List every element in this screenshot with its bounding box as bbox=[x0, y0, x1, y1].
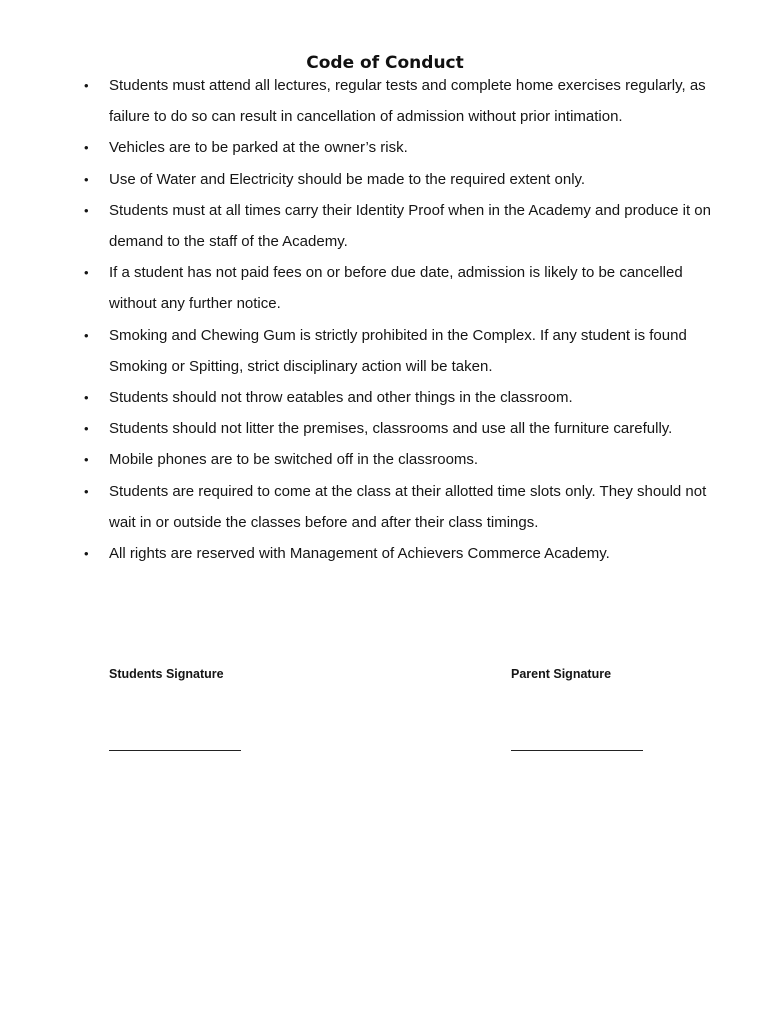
rule-item bbox=[80, 538, 720, 569]
document-title: Code of Conduct bbox=[306, 53, 464, 73]
bullet-icon: • bbox=[84, 202, 89, 218]
rule-item bbox=[80, 444, 720, 475]
rule-item bbox=[80, 413, 720, 444]
bullet-icon: • bbox=[84, 546, 89, 562]
bullet-icon: • bbox=[84, 452, 89, 468]
rule-text: Vehicles are to be parked at the owner’s risk. bbox=[109, 139, 408, 157]
parent-signature-label: Parent Signature bbox=[511, 667, 612, 681]
rule-item bbox=[80, 195, 720, 257]
rule-item bbox=[80, 476, 720, 538]
bullet-icon: • bbox=[84, 140, 89, 156]
students-signature-label: Students Signature bbox=[109, 667, 224, 681]
rule-text: Mobile phones are to be switched off in the classrooms. bbox=[109, 451, 479, 469]
bullet-icon: • bbox=[84, 421, 89, 437]
rule-item bbox=[80, 132, 720, 163]
bullet-icon: • bbox=[84, 78, 89, 93]
rule-item bbox=[80, 382, 720, 413]
rule-text: Use of Water and Electricity should be made to the required extent only. bbox=[109, 170, 586, 188]
rule-text: Students must attend all lectures, regular tests and complete home exercises regularly, as failure to do so can result in cancellation of admission without prior intimation. bbox=[109, 77, 706, 126]
rule-text: If a student has not paid fees on or before due date, admission is likely to be cancelled without any further notice. bbox=[109, 264, 683, 313]
rule-text: All rights are reserved with Management of Achievers Commerce Academy. bbox=[109, 545, 610, 563]
bullet-icon: • bbox=[84, 327, 89, 343]
rule-item bbox=[80, 320, 720, 382]
parent-signature-line bbox=[511, 750, 643, 751]
rule-item bbox=[80, 164, 720, 195]
rule-text: Students should not litter the premises, classrooms and use all the furniture carefully. bbox=[109, 420, 673, 438]
bullet-icon: • bbox=[84, 171, 89, 187]
rule-item bbox=[80, 257, 720, 319]
conduct-rules-list bbox=[80, 70, 720, 569]
rule-text: Students should not throw eatables and other things in the classroom. bbox=[109, 389, 573, 407]
bullet-icon: • bbox=[84, 265, 89, 281]
students-signature-line bbox=[109, 750, 241, 751]
rule-text: Students are required to come at the class at their allotted time slots only. They should not wait in or outside the classes before and after their class timings. bbox=[109, 482, 707, 531]
bullet-icon: • bbox=[84, 390, 89, 406]
bullet-icon: • bbox=[84, 483, 89, 499]
rule-item bbox=[80, 70, 720, 132]
rule-text: Students must at all times carry their Identity Proof when in the Academy and produce it on demand to the staff of the Academy. bbox=[109, 201, 711, 251]
rule-text: Smoking and Chewing Gum is strictly prohibited in the Complex. If any student is found Smoking or Spitting, strict disciplinary action will be taken. bbox=[109, 326, 687, 375]
